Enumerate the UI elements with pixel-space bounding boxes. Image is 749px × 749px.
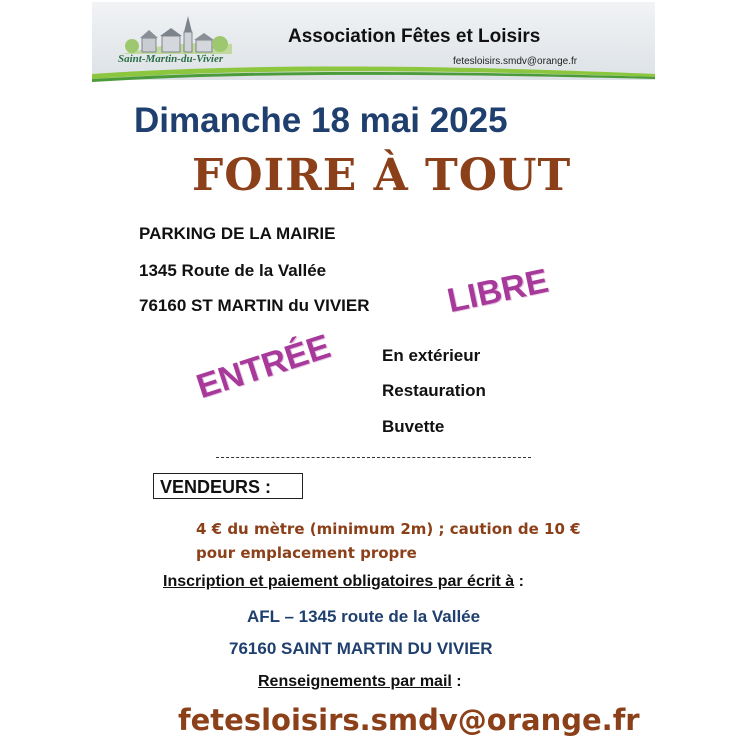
header-email: fetesloisirs.smdv@orange.fr <box>453 56 578 67</box>
logo-caption: Saint-Martin-du-Vivier <box>118 53 224 65</box>
association-name: Association Fêtes et Loisirs <box>288 26 541 47</box>
address-line-1: PARKING DE LA MAIRIE <box>139 224 336 243</box>
price-line-2: pour emplacement propre <box>196 544 417 562</box>
info-text: Renseignements par mail <box>258 673 452 690</box>
feature-restauration: Restauration <box>382 381 486 400</box>
price-line-1: 4 € du mètre (minimum 2m) ; caution de 10 € <box>196 520 581 538</box>
info-notice <box>258 673 462 691</box>
contact-email-link[interactable]: fetesloisirs.smdv@orange.fr <box>178 703 640 737</box>
section-divider <box>216 457 531 458</box>
info-colon: : <box>451 673 462 690</box>
inscription-colon: : <box>514 573 524 590</box>
inscription-notice <box>163 573 524 591</box>
feature-buvette: Buvette <box>382 417 445 436</box>
event-date: Dimanche 18 mai 2025 <box>134 101 508 140</box>
address-line-2: 1345 Route de la Vallée <box>139 261 327 280</box>
address-line-3: 76160 ST MARTIN du VIVIER <box>139 296 370 315</box>
afl-address-line-2: 76160 SAINT MARTIN DU VIVIER <box>229 639 493 658</box>
event-title: FOIRE À TOUT <box>192 150 572 201</box>
feature-outdoor: En extérieur <box>382 346 481 365</box>
libre-stamp: LIBRE <box>444 261 552 321</box>
vendors-heading: VENDEURS : <box>153 473 303 499</box>
inscription-text: Inscription et paiement obligatoires par écrit à <box>163 573 515 590</box>
entree-stamp: ENTRÉE <box>192 327 335 407</box>
afl-address-line-1: AFL – 1345 route de la Vallée <box>247 607 481 626</box>
